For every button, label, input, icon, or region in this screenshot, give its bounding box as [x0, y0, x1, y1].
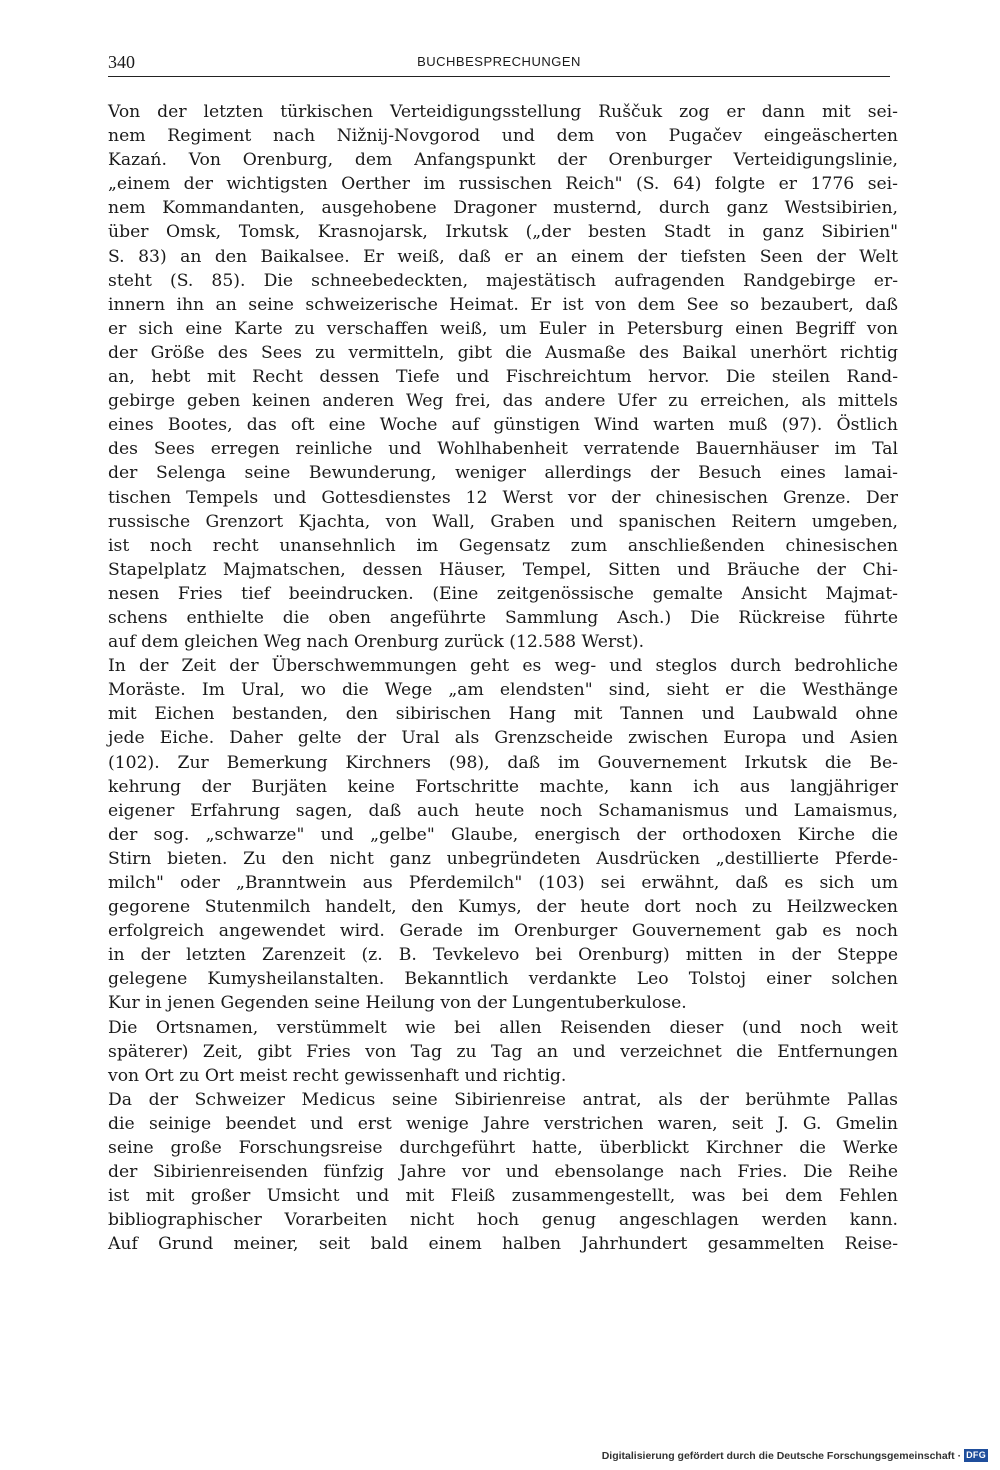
text-line: eigener Erfahrung sagen, daß auch heute noch Schamanismus und Lamaismus,: [108, 800, 898, 821]
text-line: in der letzten Zarenzeit (z. B. Tevkelevo bei Orenburg) mitten in der Steppe: [108, 945, 898, 966]
text-line: (102). Zur Bemerkung Kirchners (98), daß im Gouvernement Irkutsk die Be-: [108, 752, 898, 773]
text-line: erfolgreich angewendet wird. Gerade im Orenburger Gouvernement gab es noch: [108, 921, 898, 942]
text-line: innern ihn an seine schweizerische Heimat. Er ist von dem See so bezaubert, daß: [108, 294, 898, 315]
text-line: seine große Forschungsreise durchgeführt hatte, überblickt Kirchner die Werke: [108, 1138, 898, 1159]
text-line: „einem der wichtigsten Oerther im russischen Reich" (S. 64) folgte er 1776 sei-: [108, 174, 898, 195]
text-line: bibliographischer Vorarbeiten nicht hoch genug angeschlagen werden kann.: [108, 1210, 898, 1231]
text-line: der Größe des Sees zu vermitteln, gibt die Ausmaße des Baikal unerhört richtig: [108, 342, 898, 363]
text-line: über Omsk, Tomsk, Krasnojarsk, Irkutsk („der besten Stadt in ganz Sibirien": [108, 222, 898, 243]
text-line: nem Kommandanten, ausgehobene Dragoner musternd, durch ganz Westsibirien,: [108, 198, 898, 219]
text-line: Kazań. Von Orenburg, dem Anfangspunkt der Orenburger Verteidigungslinie,: [108, 150, 898, 171]
text-line: Stapelplatz Majmatschen, dessen Häuser, Tempel, Sitten und Bräuche der Chi-: [108, 559, 898, 580]
text-line: die seinige beendet und erst wenige Jahre verstrichen waren, seit J. G. Gmelin: [108, 1113, 898, 1134]
text-line: russische Grenzort Kjachta, von Wall, Graben und spanischen Reitern umgeben,: [108, 511, 898, 532]
running-head: BUCHBESPRECHUNGEN: [417, 54, 581, 69]
text-line: Die Ortsnamen, verstümmelt wie bei allen Reisenden dieser (und noch weit: [108, 1017, 898, 1038]
text-line: nem Regiment nach Nižnij-Novgorod und dem von Pugačev eingeäscherten: [108, 126, 898, 147]
text-line: gelegene Kumysheilanstalten. Bekanntlich verdankte Leo Tolstoj einer solchen: [108, 969, 898, 990]
text-line: eines Bootes, das oft eine Woche auf günstigen Wind warten muß (97). Östlich: [108, 415, 898, 436]
text-line: auf dem gleichen Weg nach Orenburg zurück (12.588 Werst).: [108, 632, 645, 653]
text-line: tischen Tempels und Gottesdienstes 12 Werst vor der chinesischen Grenze. Der: [108, 487, 898, 508]
page-header: [108, 52, 890, 77]
text-line: Moräste. Im Ural, wo die Wege „am elendsten" sind, sieht er die Westhänge: [108, 680, 898, 701]
text-line: der Selenga seine Bewunderung, weniger allerdings der Besuch eines lamai-: [108, 463, 898, 484]
text-line: nesen Fries tief beeindrucken. (Eine zeitgenössische gemalte Ansicht Majmat-: [108, 583, 898, 604]
text-line: der Sibirienreisenden fünfzig Jahre vor und ebensolange nach Fries. Die Reihe: [108, 1162, 898, 1183]
text-line: der sog. „schwarze" und „gelbe" Glaube, energisch der orthodoxen Kirche die: [108, 824, 898, 845]
text-line: er sich eine Karte zu verschaffen weiß, um Euler in Petersburg einen Begriff von: [108, 318, 898, 339]
text-line: ist noch recht unansehnlich im Gegensatz zum anschließenden chinesischen: [108, 535, 898, 556]
text-line: schens enthielte die oben angeführte Sammlung Asch.) Die Rückreise führte: [108, 607, 898, 628]
body-text: [108, 100, 898, 1257]
text-line: mit Eichen bestanden, den sibirischen Hang mit Tannen und Laubwald ohne: [108, 704, 898, 725]
text-line: Stirn bieten. Zu den nicht ganz unbegründeten Ausdrücken „destillierte Pferde-: [108, 848, 898, 869]
footer-text: Digitalisierung gefördert durch die Deutsche Forschungsgemeinschaft ·: [601, 1449, 962, 1462]
text-line: steht (S. 85). Die schneebedeckten, majestätisch aufragenden Randgebirge er-: [108, 270, 898, 291]
text-line: Kur in jenen Gegenden seine Heilung von der Lungentuberkulose.: [108, 993, 687, 1014]
dfg-logo: DFG: [966, 1450, 986, 1460]
text-line: späterer) Zeit, gibt Fries von Tag zu Tag an und verzeichnet die Entfernungen: [108, 1041, 898, 1062]
text-line: jede Eiche. Daher gelte der Ural als Grenzscheide zwischen Europa und Asien: [108, 728, 898, 749]
text-line: gegorene Stutenmilch handelt, den Kumys, der heute dort noch zu Heilzwecken: [108, 897, 898, 918]
text-line: Von der letzten türkischen Verteidigungsstellung Ruščuk zog er dann mit sei-: [108, 102, 898, 122]
text-line: milch" oder „Branntwein aus Pferdemilch" (103) sei erwähnt, daß es sich um: [108, 873, 898, 893]
text-line: Auf Grund meiner, seit bald einem halben Jahrhundert gesammelten Reise-: [108, 1234, 898, 1255]
text-line: In der Zeit der Überschwemmungen geht es weg- und steglos durch bedrohliche: [108, 656, 898, 677]
text-line: ist mit großer Umsicht und mit Fleiß zusammengestellt, was bei dem Fehlen: [108, 1186, 898, 1207]
digitization-footer: [602, 1449, 988, 1462]
text-line: kehrung der Burjäten keine Fortschritte machte, kann ich aus langjähriger: [108, 776, 898, 797]
text-line: gebirge geben keinen anderen Weg frei, das andere Ufer zu erreichen, als mittels: [108, 391, 898, 412]
text-line: S. 83) an den Baikalsee. Er weiß, daß er an einem der tiefsten Seen der Welt: [108, 246, 898, 267]
text-line: von Ort zu Ort meist recht gewissenhaft und richtig.: [108, 1065, 567, 1086]
text-line: an, hebt mit Recht dessen Tiefe und Fischreichtum hervor. Die steilen Rand-: [108, 367, 898, 388]
page-number: 340: [108, 52, 135, 72]
text-line: des Sees erregen reinliche und Wohlhabenheit verratende Bauernhäuser im Tal: [108, 439, 898, 460]
text-line: Da der Schweizer Medicus seine Sibirienreise antrat, als der berühmte Pallas: [108, 1089, 898, 1110]
